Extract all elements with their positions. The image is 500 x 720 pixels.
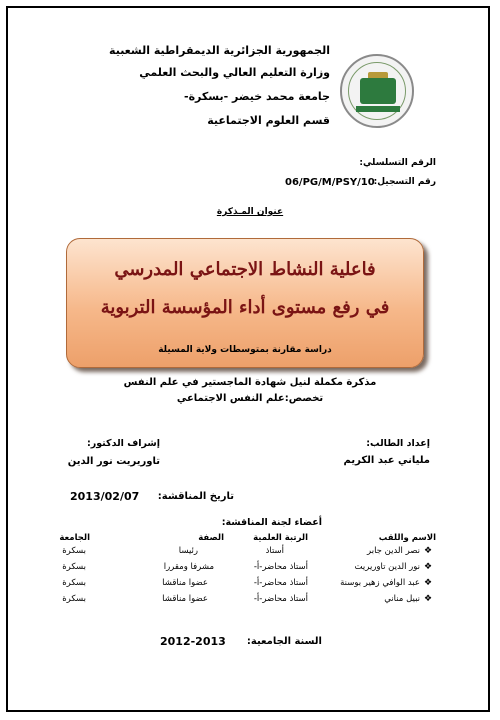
registration-label: رقم التسجيل: [373,177,436,187]
defense-date-value: 2013/02/07 [70,490,140,503]
committee-name: عبد الوافي زهير بوسنة [340,578,420,588]
committee-name: نبيل مناني [384,594,420,604]
student-name: ملياني عبد الكريم [343,455,430,466]
specialty: تخصص:علم النفس الاجتماعي [176,393,324,404]
committee-rank: أستاذ محاضر-أ- [253,594,308,604]
col-header-role: الصفة [198,533,224,543]
title-box [66,238,424,368]
header-ministry: وزارة التعليم العالي والبحث العلمي [139,66,330,79]
committee-role: رئيسا [178,546,198,556]
committee-university: بسكرة [62,562,86,572]
student-label: إعداد الطالب: [366,438,430,449]
supervisor-label: إشراف الدكتور: [86,438,160,449]
committee-role: عضوا مناقشا [162,594,208,604]
col-header-rank: الرتبة العلمية [253,533,308,543]
thesis-title-label: عنوان المـذكرة [216,207,284,217]
academic-year-value: 2012-2013 [160,635,226,648]
col-header-university: الجامعة [59,533,90,543]
header-republic: الجمهورية الجزائرية الديمقراطية الشعبية [109,44,330,57]
header-university: جامعة محمد خيضر -بسكرة- [184,90,330,103]
serial-number-label: الرقم التسلسلي: [359,158,436,168]
committee-role: مشرفا ومقررا [163,562,214,572]
bullet-icon: ❖ [424,594,433,604]
bullet-icon: ❖ [424,578,433,588]
committee-university: بسكرة [62,578,86,588]
defense-date-label: تاريخ المناقشة: [157,491,234,502]
committee-university: بسكرة [62,594,86,604]
committee-rank: أستاذ محاضر-أ- [253,562,308,572]
header-department: قسم العلوم الاجتماعية [207,114,330,127]
registration-value: 06/PG/M/PSY/10 [285,177,375,188]
committee-label: أعضاء لجنة المناقشة: [221,517,322,528]
supervisor-name: تاوريريت نور الدين [67,456,160,467]
committee-rank: أستاذ [265,546,284,556]
committee-role: عضوا مناقشا [162,578,208,588]
committee-university: بسكرة [62,546,86,556]
bullet-icon: ❖ [424,546,433,556]
thesis-title-line2: في رفع مستوى أداء المؤسسة التربوية [100,297,390,318]
committee-rank: أستاذ محاضر-أ- [253,578,308,588]
thesis-subtitle: دراسة مقارنة بمتوسطات ولاية المسيلة [158,345,332,355]
col-header-name: الاسم واللقب [378,533,436,543]
committee-name: نور الدين تاوريريت [354,562,420,572]
thesis-title-line1: فاعلية النشاط الاجتماعي المدرسي [114,259,376,280]
degree-statement: مذكرة مكملة لنيل شهادة الماجستير في علم النفس [123,377,377,388]
university-logo [340,54,414,128]
committee-name: نصر الدين جابر [367,546,420,556]
bullet-icon: ❖ [424,562,433,572]
academic-year-label: السنة الجامعية: [246,636,322,647]
